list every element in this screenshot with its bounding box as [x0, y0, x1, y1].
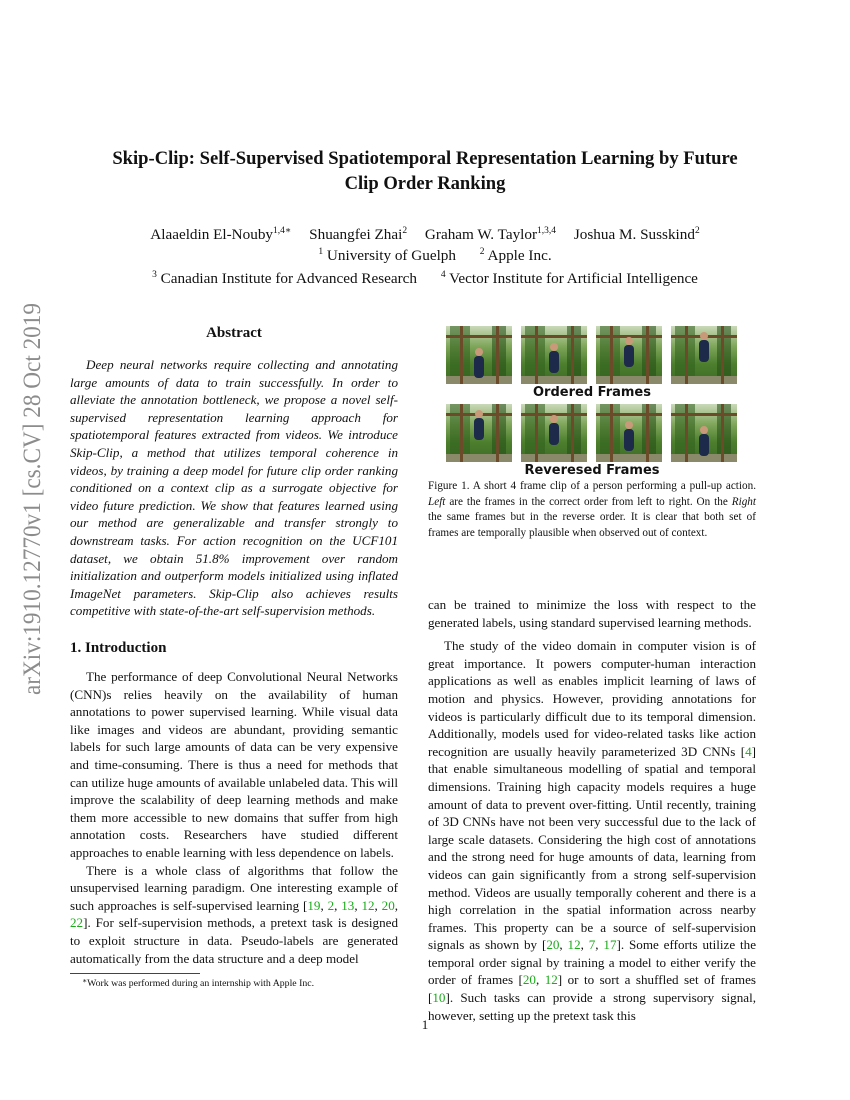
citation-link[interactable]: 20 — [522, 972, 536, 988]
affiliation-line-2 — [40, 268, 810, 289]
citation-link[interactable]: 19 — [307, 897, 321, 913]
citation-link[interactable]: 12 — [567, 937, 581, 953]
intro-paragraph-2: There is a whole class of algorithms that follow the unsupervised learning paradigm. One interesting example of such approaches is self-supervised learning [19, 2, 13, 12, 20, 22]. For self-supervision methods, a pretext task is designed to exploit structure in data. Pseudo-labels are generated automatically from the data structure and a deep model — [70, 862, 399, 966]
affiliation-name: Canadian Institute for Advanced Research — [160, 270, 418, 287]
affiliation-mark: 3 — [152, 270, 157, 280]
author-affiliation-mark: 1,4∗ — [273, 226, 292, 236]
video-frame-thumbnail — [521, 404, 587, 462]
video-frame-thumbnail — [671, 326, 737, 384]
abstract-text: Deep neural networks require collecting and annotating large amounts of data to train successfully. In order to alleviate the annotation bottleneck, we propose a novel self-supervised representation learning approach for spatiotemporal features extracted from videos. We introduce Skip-Clip, a method that utilizes temporal coherence in videos, by training a deep model for future clip order ranking conditioned on a context clip as a surrogate objective for video future prediction. We show that features learned using our method are generalizable and transfer strongly to downstream tasks. For action recognition on the UCF101 dataset, we obtain 51.8% improvement over random initialization and outperform models initialized using inflated ImageNet parameters. Skip-Clip also achieves results competitive with state-of-the-art self-supervision methods. — [70, 357, 398, 619]
intro-paragraph-1: The performance of deep Convolutional Neural Networks (CNN)s relies heavily on the availability of human annotations to power supervised learning. While visual data like images and videos are abundant, providing semantic labels for such large amounts of data can be very expensive and time-consuming. There is thus a need for methods that can utilize huge amounts of available unlabeled data. This will improve the scalability of deep learning methods and make them more accessible to new domains that suffer from high annotation costs. Researchers have studied different approaches to enable learning with less dependence on labels. — [70, 669, 398, 860]
arxiv-stamp-text: arXiv:1910.12770v1 [cs.CV] 28 Oct 2019 — [19, 272, 46, 695]
text-run: ]. Some efforts utilize the temporal order signal by training a model to either verify the order of frames [ — [428, 937, 757, 988]
text-run: The study of the video domain in computer vision is of great importance. It powers computer-human interaction applications as well as enables implicit learning of laws of motion and physics. However, providing annotations for videos is particularly difficult due to its temporal dimension. Additionally, models used for video-related tasks like action recognition are usually heavily parameterized 3D CNNs [ — [428, 638, 756, 759]
citation-link[interactable]: 10 — [432, 990, 446, 1006]
citation-link[interactable]: 20 — [546, 937, 560, 953]
affiliation-name: Apple Inc. — [487, 247, 552, 264]
video-frame-thumbnail — [671, 404, 737, 462]
figure-label-reversed: Reveresed Frames — [524, 463, 660, 478]
text-run: ] that enable simultaneous modelling of spatial and temporal dimensions. Training high capacity models requires a huge amount of data to prevent over-fitting. Until recently, training of 3D CNNs have not been very successful due to the lack of large scale datasets. Considering the high cost of annotations and the strong need for huge amounts of data, learning from videos can gain significantly from a strong self-supervision method. Videos are usually temporally coherent and there is a high correlation in the spatial information across nearby frames. This property can be a source of self-supervision signals as shown by [ — [428, 743, 756, 953]
page-number: 1 — [421, 1017, 429, 1032]
citation-link[interactable]: 13 — [341, 897, 355, 913]
citation-link[interactable]: 7 — [588, 937, 596, 953]
citation-link[interactable]: 12 — [361, 897, 375, 913]
caption-text: the same frames but in the reverse order. It is clear that both set of frames are temporally plausible when observed out of context. — [428, 511, 756, 539]
text-run: There is a whole class of algorithms that follow the unsupervised learning paradigm. One interesting example of such approaches is self-supervised learning [ — [70, 862, 398, 913]
affiliation-name: Vector Institute for Artificial Intelligence — [449, 270, 698, 287]
affiliation-mark: 4 — [440, 270, 446, 280]
footnote-text: Work was performed during an internship with Apple Inc. — [87, 978, 315, 989]
citation-link[interactable]: 12 — [544, 972, 558, 988]
reversed-frames-row — [446, 404, 738, 462]
footnote — [70, 977, 400, 990]
citation-link[interactable]: 22 — [70, 915, 84, 931]
title-line-1: Skip-Clip: Self-Supervised Spatiotemporal Representation Learning by Future — [112, 148, 738, 169]
author-line — [40, 224, 810, 245]
introduction-body — [70, 668, 398, 967]
citation-link[interactable]: 17 — [603, 937, 617, 953]
figure-1 — [428, 322, 756, 477]
video-frame-thumbnail — [596, 404, 662, 462]
ordered-frames-row — [446, 326, 738, 384]
abstract-heading: Abstract — [206, 325, 262, 341]
citation-link[interactable]: 20 — [381, 897, 395, 913]
caption-emphasis: Right — [731, 495, 756, 508]
affiliation-line-1 — [40, 245, 810, 266]
author-affiliation-mark: 2 — [694, 226, 700, 236]
figure-1-caption — [428, 479, 756, 541]
author-name: Shuangfei Zhai — [309, 226, 403, 243]
caption-emphasis: Left — [428, 495, 446, 508]
video-frame-thumbnail — [521, 326, 587, 384]
citation-link[interactable]: 2 — [327, 897, 335, 913]
author-name: Graham W. Taylor — [424, 226, 538, 243]
text-run: ] or to sort a shuffled set of frames [ — [428, 972, 757, 1006]
citation-link[interactable]: 4 — [745, 743, 752, 759]
author-name: Alaaeldin El-Nouby — [150, 226, 274, 243]
arxiv-stamp — [0, 272, 48, 695]
caption-text: Figure 1. A short 4 frame clip of a person performing a pull-up action. — [428, 480, 756, 492]
footnote-mark: ∗ — [82, 976, 88, 985]
affiliation-mark: 2 — [479, 247, 485, 257]
section-heading-introduction: 1. Introduction — [70, 640, 167, 656]
abstract-body — [70, 356, 398, 620]
footnote-rule — [70, 973, 200, 974]
video-frame-thumbnail — [596, 326, 662, 384]
author-name: Joshua M. Susskind — [573, 226, 695, 243]
text-run: ]. For self-supervision methods, a pretext task is designed to exploit structure in data. Pseudo-labels are generated automatically from the data structure and a deep model — [70, 915, 398, 966]
right-paragraph-2: The study of the video domain in computer vision is of great importance. It powers computer-human interaction applications as well as enables implicit learning of laws of motion and physics. However, providing annotations for videos is particularly difficult due to its temporal dimension. Additionally, models used for video-related tasks like action recognition are usually heavily parameterized 3D CNNs [4] that enable simultaneous modelling of spatial and temporal dimensions. Training high capacity models requires a huge amount of data to prevent over-fitting. Until recently, training of 3D CNNs have not been very successful due to the lack of large scale datasets. Considering the high cost of annotations and the strong need for huge amounts of data, learning from videos can gain significantly from a strong self-supervision method. Videos are usually temporally coherent and there is a high correlation in the spatial information across nearby frames. This property can be a source of self-supervision signals as shown by [20, 12, 7, 17]. Some efforts utilize the temporal order signal by training a model to either verify the order of frames [20, 12] or to sort a shuffled set of frames [10]. Such tasks can provide a strong supervisory signal, however, setting up the pretext task this — [428, 638, 757, 1023]
caption-text: are the frames in the correct order from left to right. On the — [445, 495, 732, 508]
author-block — [40, 224, 810, 289]
author-affiliation-mark: 1,3,4 — [537, 226, 557, 236]
right-paragraph-1: can be trained to minimize the loss with respect to the generated labels, using standard supervised learning methods. — [428, 597, 756, 630]
title-line-2: Clip Order Ranking — [344, 173, 506, 194]
affiliation-name: University of Guelph — [326, 247, 456, 264]
right-column-body — [428, 596, 756, 1024]
paper-title — [40, 146, 810, 196]
figure-label-ordered: Ordered Frames — [533, 385, 651, 400]
affiliation-mark: 1 — [318, 247, 324, 257]
text-run: ]. Such tasks can provide a strong supervisory signal, however, setting up the pretext task this — [428, 990, 756, 1023]
author-affiliation-mark: 2 — [402, 226, 408, 236]
video-frame-thumbnail — [446, 404, 512, 462]
video-frame-thumbnail — [446, 326, 512, 384]
